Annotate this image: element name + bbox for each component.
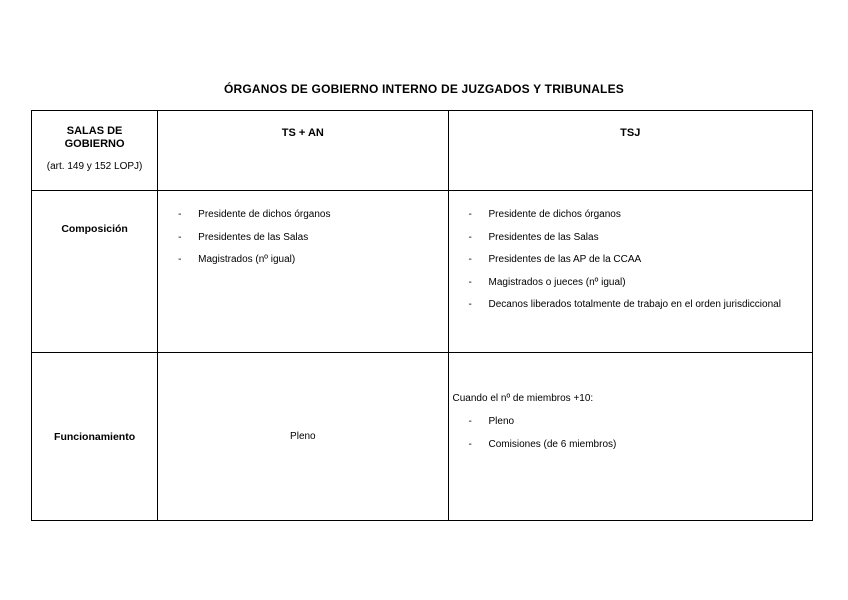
header-ts-an xyxy=(158,111,448,191)
composicion-label: Composición xyxy=(32,191,158,353)
composicion-ts-an-list xyxy=(158,191,447,266)
composicion-tsj-list xyxy=(449,191,812,311)
funcionamiento-tsj-intro: Cuando el nº de miembros +10: xyxy=(452,393,594,404)
composicion-tsj-cell xyxy=(448,191,812,353)
table-header-row xyxy=(32,111,813,191)
list-item: - Presidente de dichos órganos xyxy=(469,209,804,221)
header-col1-subtitle: (art. 149 y 152 LOPJ) xyxy=(46,161,143,172)
header-col1-line2: GOBIERNO xyxy=(64,138,125,150)
composicion-row xyxy=(32,191,813,353)
list-item: - Presidentes de las Salas xyxy=(178,232,439,244)
list-item: - Presidentes de las AP de la CCAA xyxy=(469,254,804,266)
list-item: - Decanos liberados totalmente de trabajo en el orden jurisdiccional xyxy=(469,299,804,311)
list-item: - Presidente de dichos órganos xyxy=(178,209,439,221)
list-item: - Magistrados (nº igual) xyxy=(178,254,439,266)
list-item: - Pleno xyxy=(469,416,804,428)
document-title: ÓRGANOS DE GOBIERNO INTERNO DE JUZGADOS Y TRIBUNALES xyxy=(224,82,624,96)
header-col3-label: TSJ xyxy=(620,127,641,139)
header-col1-line1: SALAS DE xyxy=(66,125,123,137)
organs-table xyxy=(31,110,813,521)
header-salas-de-gobierno xyxy=(32,111,158,191)
composicion-ts-an-cell xyxy=(158,191,448,353)
funcionamiento-label: Funcionamiento xyxy=(32,353,158,521)
list-item: - Presidentes de las Salas xyxy=(469,232,804,244)
header-tsj xyxy=(448,111,812,191)
funcionamiento-tsj-cell xyxy=(448,353,812,521)
funcionamiento-ts-an-cell: Pleno xyxy=(158,353,448,521)
list-item: - Comisiones (de 6 miembros) xyxy=(469,439,804,451)
funcionamiento-row xyxy=(32,353,813,521)
list-item: - Magistrados o jueces (nº igual) xyxy=(469,277,804,289)
funcionamiento-tsj-list xyxy=(453,416,804,451)
header-col2-label: TS + AN xyxy=(281,127,324,139)
